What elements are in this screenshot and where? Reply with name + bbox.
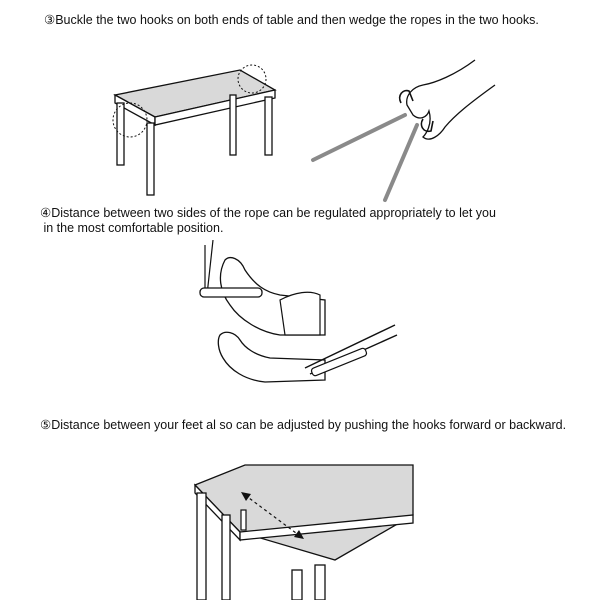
step-4-line-1: Distance between two sides of the rope can be regulated appropriately to let you — [51, 206, 496, 220]
step-3-number: ③ — [44, 13, 56, 27]
step-5-number: ⑤ — [40, 418, 52, 432]
step-3-table-illustration — [100, 55, 290, 205]
step-4-line-2: in the most comfortable position. — [40, 221, 224, 235]
step-4-feet-rope-illustration — [185, 240, 415, 390]
step-3-instruction — [44, 13, 539, 28]
step-4-instruction — [40, 206, 496, 236]
step-3-line-1: Buckle the two hooks on both ends of table and then wedge the ropes in the two hooks. — [55, 13, 539, 27]
step-5-instruction — [40, 418, 566, 433]
step-5-line-1: Distance between your feet al so can be adjusted by pushing the hooks forward or backward. — [51, 418, 567, 432]
step-3-hand-rope-illustration — [305, 55, 505, 205]
step-4-number: ④ — [40, 206, 52, 220]
step-5-table-closeup-illustration — [185, 460, 420, 600]
step-4-line-1-wrap — [40, 206, 496, 221]
